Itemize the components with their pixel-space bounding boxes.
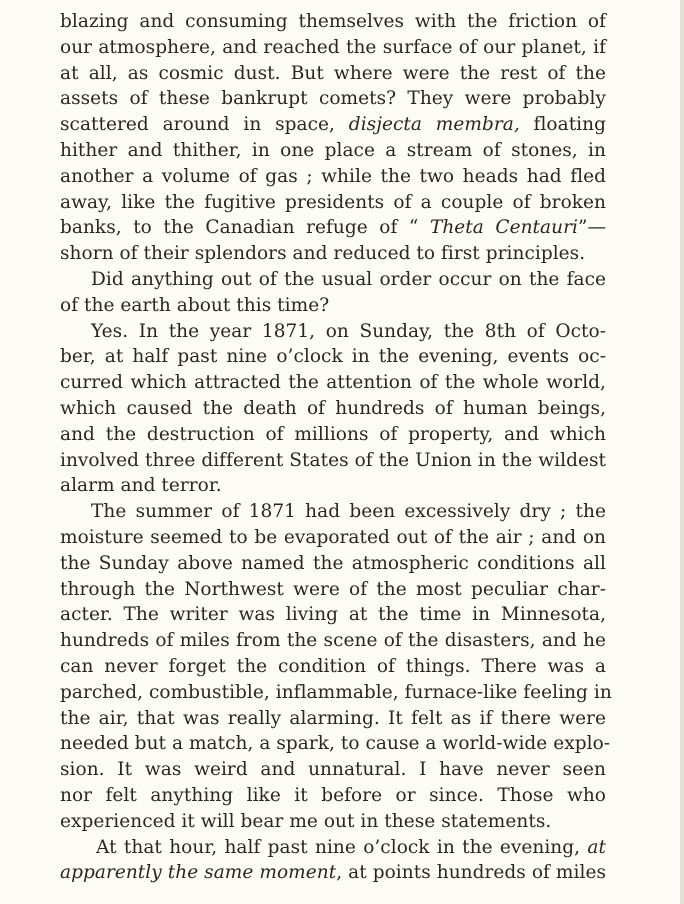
text-segment: scattered around in space, (60, 114, 349, 136)
italic-text-segment: apparently the same moment (60, 862, 337, 884)
text-segment: acter. The writer was living at the time in Minnesota, (60, 604, 606, 626)
text-segment: At that hour, half past nine o’clock in the evening, (96, 836, 588, 858)
text-line (60, 319, 606, 345)
text-line (60, 680, 612, 706)
text-line (60, 9, 606, 35)
text-line (60, 525, 606, 551)
text-segment: hundreds of miles from the scene of the disasters, and he (60, 630, 606, 652)
text-segment: experienced it will bear me out in these statements. (60, 810, 552, 832)
text-segment: ber, at half past nine o’clock in the evening, events oc- (60, 346, 606, 368)
text-line (60, 602, 606, 628)
text-segment: assets of these bankrupt comets? They were probably (60, 88, 606, 110)
text-line (60, 215, 606, 241)
text-line (60, 809, 606, 835)
text-line (60, 190, 606, 216)
text-line (60, 757, 606, 783)
text-line (60, 628, 606, 654)
text-line (60, 370, 606, 396)
italic-text-segment: disjecta membra, (348, 114, 520, 136)
text-segment: moisture seemed to be evaporated out of the air ; and on (60, 526, 606, 548)
text-line (60, 448, 606, 474)
text-segment: of the earth about this time? (60, 294, 330, 316)
text-line (60, 293, 606, 319)
italic-text-segment: Theta Centauri (429, 217, 578, 239)
text-segment: nor felt anything like it before or since. Those who (60, 784, 606, 806)
text-line (60, 267, 606, 293)
text-segment: blazing and consuming themselves with the friction of (60, 11, 606, 32)
text-segment: another a volume of gas ; while the two heads had fled (60, 165, 606, 187)
text-line (60, 396, 606, 422)
text-segment: parched, combustible, inflammable, furnace-like feeling in (60, 681, 612, 703)
text-line (60, 551, 606, 577)
text-segment: which caused the death of hundreds of human beings, (60, 397, 606, 419)
text-segment: at all, as cosmic dust. But where were the rest of the (60, 62, 606, 84)
text-line (60, 473, 606, 499)
text-line (60, 422, 606, 448)
text-line (60, 138, 606, 164)
text-segment: our atmosphere, and reached the surface of our planet, if (60, 36, 606, 58)
text-segment: the air, that was really alarming. It felt as if there were (60, 707, 606, 729)
text-segment: away, like the fugitive presidents of a couple of broken (60, 191, 606, 213)
text-line (60, 61, 606, 87)
text-line (60, 86, 606, 112)
text-segment: involved three different States of the Union in the wildest (60, 449, 606, 471)
text-segment: alarm and terror. (60, 475, 222, 497)
text-segment: can never forget the condition of things. There was a (60, 655, 606, 677)
text-segment: the Sunday above named the atmospheric conditions all (60, 552, 606, 574)
page-text-body (60, 9, 612, 886)
text-segment: The summer of 1871 had been excessively dry ; the (91, 501, 606, 523)
text-segment: needed but a match, a spark, to cause a world-wide explo- (60, 733, 611, 755)
text-line (60, 344, 606, 370)
text-line (60, 35, 606, 61)
text-segment: floating (519, 114, 606, 136)
text-segment: banks, to the Canadian refuge of “ (60, 217, 430, 239)
italic-text-segment: at (587, 836, 606, 858)
text-line (60, 499, 606, 525)
page-edge-shadow (680, 0, 684, 904)
text-line (60, 164, 606, 190)
text-line (60, 731, 611, 757)
text-segment: , at points hundreds of miles (336, 862, 606, 884)
text-line (60, 654, 606, 680)
text-segment: ”— (577, 217, 606, 239)
text-segment: curred which attracted the attention of the whole world, (60, 372, 606, 394)
text-line (60, 835, 606, 861)
text-segment: sion. It was weird and unnatural. I have never seen (60, 759, 606, 781)
text-line (60, 860, 606, 886)
text-line (60, 112, 606, 138)
text-segment: Yes. In the year 1871, on Sunday, the 8th of Octo- (91, 320, 606, 342)
text-segment: hither and thither, in one place a stream of stones, in (60, 139, 606, 161)
text-segment: through the Northwest were of the most peculiar char- (60, 578, 606, 600)
text-segment: Did anything out of the usual order occur on the face (91, 268, 606, 290)
text-line (60, 577, 606, 603)
text-line (60, 783, 606, 809)
text-line (60, 706, 606, 732)
text-segment: shorn of their splendors and reduced to first principles. (60, 243, 586, 265)
text-line (60, 241, 606, 267)
text-segment: and the destruction of millions of property, and which (60, 423, 606, 445)
